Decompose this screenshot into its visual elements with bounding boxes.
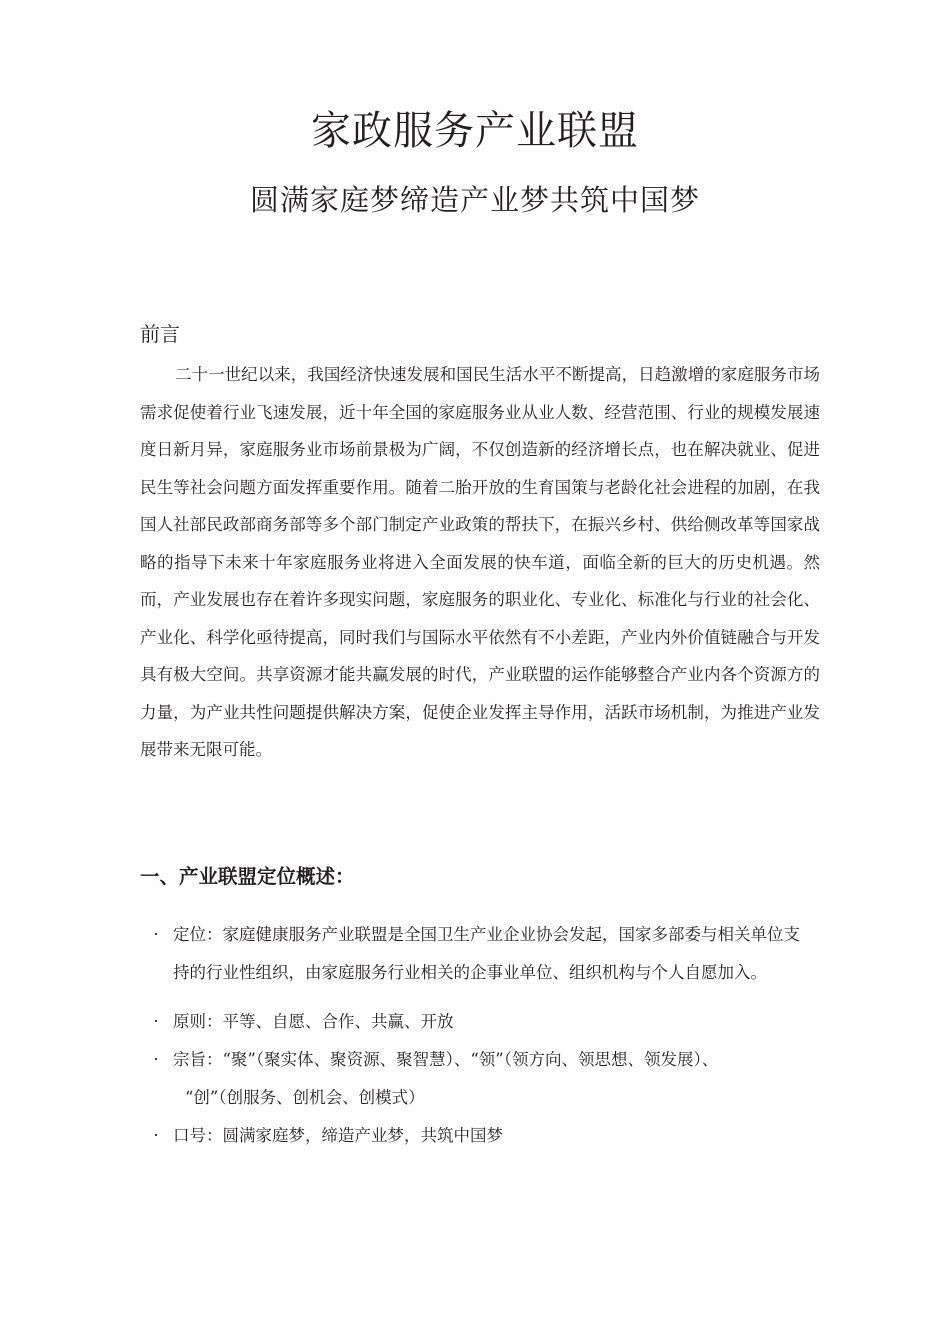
preface-paragraph: 二十一世纪以来，我国经济快速发展和国民生活水平不断提高，日趋激增的家庭服务市场需求促使着行业飞速发展，近十年全国的家庭服务业从业人数、经营范围、行业的规模发展速度日新月异，家庭服务业市场前景极为广阔，不仅创造新的经济增长点，也在解决就业、促进民生等社会问题方面发挥重要作用。随着二胎开放的生育国策与老龄化社会进程的加剧，在我国人社部民政部商务部等多个部门制定产业政策的帮扶下，在振兴乡村、供给侧改革等国家战略的指导下未来十年家庭服务业将进入全面发展的快车道，面临全新的巨大的历史机遇。然而，产业发展也存在着许多现实问题，家庭服务的职业化、专业化、标准化与行业的社会化、产业化、科学化亟待提高，同时我们与国际水平依然有不小差距，产业内外价值链融合与开发具有极大空间。共享资源才能共赢发展的时代，产业联盟的运作能够整合产业内各个资源方的力量，为产业共性问题提供解决方案，促使企业发挥主导作用，活跃市场机制，为推进产业发展带来无限可能。 <box>140 365 820 759</box>
list-item-text-continued: 持的行业性组织，由家庭服务行业相关的企事业单位、组织机构与个人自愿加入。 <box>173 963 767 982</box>
document-title: 家政服务产业联盟 <box>311 108 639 154</box>
bullet-icon: · <box>153 1126 159 1145</box>
preface-heading: 前言 <box>140 322 180 346</box>
section-heading: 一、产业联盟定位概述： <box>140 865 355 888</box>
list-item-text: 口号：圆满家庭梦，缔造产业梦，共筑中国梦 <box>173 1126 503 1145</box>
list-item-text: 原则：平等、自愿、合作、共赢、开放 <box>173 1012 454 1031</box>
list-item-principles <box>150 1003 830 1041</box>
list-item-positioning <box>150 916 830 992</box>
bullet-icon: · <box>153 1012 159 1031</box>
list-item-purpose <box>150 1041 830 1117</box>
bullet-icon: · <box>153 925 159 944</box>
bullet-icon: · <box>153 1050 159 1069</box>
list-item-slogan <box>150 1117 830 1155</box>
document-subtitle: 圆满家庭梦缔造产业梦共筑中国梦 <box>249 183 700 217</box>
list-item-text-continued: “创”（创服务、创机会、创模式） <box>185 1088 425 1107</box>
section-item-list <box>150 916 830 1155</box>
list-item-text: 定位：家庭健康服务产业联盟是全国卫生产业企业协会发起，国家多部委与相关单位支 <box>173 925 800 944</box>
list-item-text: 宗旨：“聚”（聚实体、聚资源、聚智慧）、“领”（领方向、领思想、领发展）、 <box>173 1050 719 1069</box>
